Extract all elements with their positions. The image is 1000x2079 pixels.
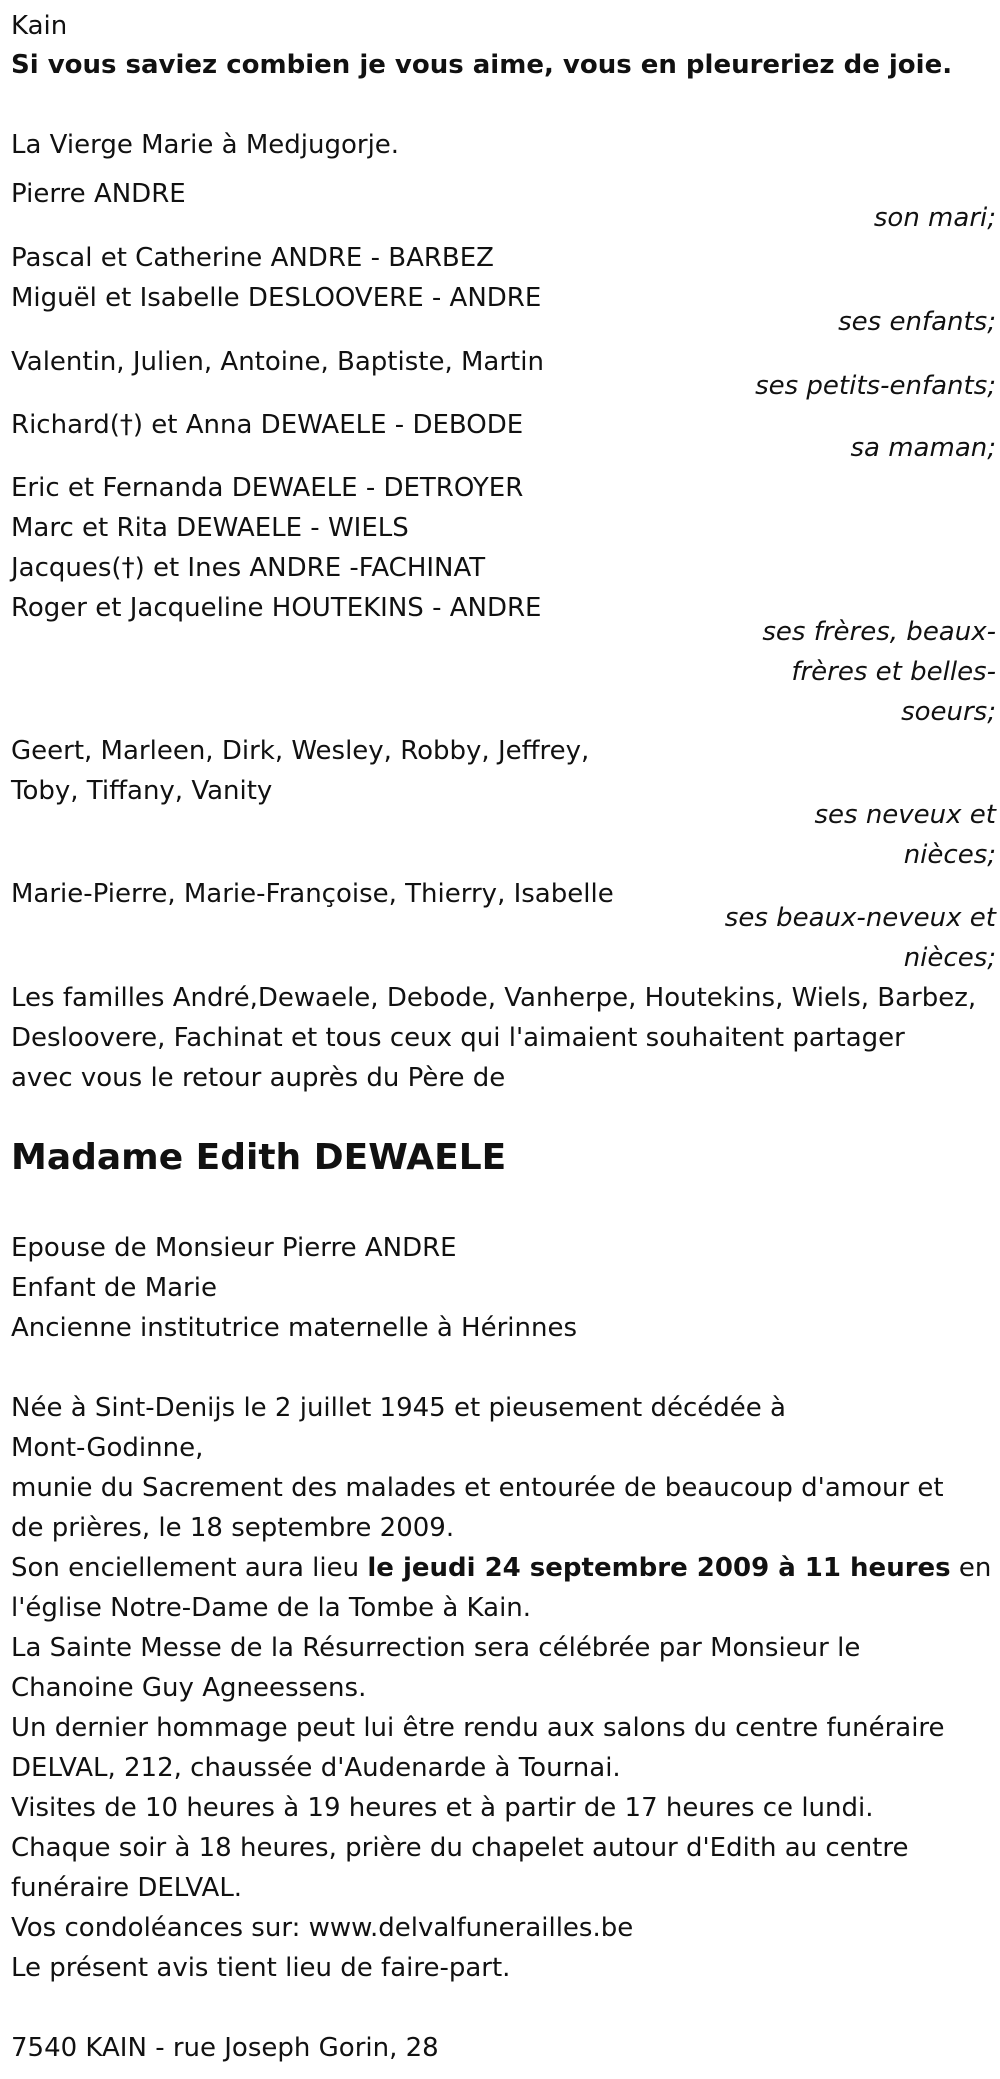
family-name: Marc et Rita DEWAELE - WIELS xyxy=(11,513,409,543)
family-relation: nièces; xyxy=(903,943,996,973)
condolences-line: Vos condoléances sur: www.delvalfunerailles.be xyxy=(11,1913,634,1943)
body-line: Le présent avis tient lieu de faire-part. xyxy=(11,1953,511,1983)
funeral-date: le jeudi 24 septembre 2009 à 11 heures xyxy=(367,1553,951,1583)
family-relation: frères et belles- xyxy=(791,657,996,687)
families-text: Les familles André,Dewaele, Debode, Vanherpe, Houtekins, Wiels, Barbez, xyxy=(11,983,977,1013)
family-relation: sa maman; xyxy=(850,433,996,463)
deceased-detail: Epouse de Monsieur Pierre ANDRE xyxy=(11,1233,457,1263)
quote: Si vous saviez combien je vous aime, vous en pleureriez de joie. xyxy=(11,50,953,80)
dedication: La Vierge Marie à Medjugorje. xyxy=(11,130,400,160)
body-line: Chaque soir à 18 heures, prière du chapelet autour d'Edith au centre xyxy=(11,1833,909,1863)
family-relation: ses frères, beaux- xyxy=(762,617,996,647)
family-relation: soeurs; xyxy=(901,697,996,727)
body-line: munie du Sacrement des malades et entourée de beaucoup d'amour et xyxy=(11,1473,944,1503)
family-name: Geert, Marleen, Dirk, Wesley, Robby, Jeffrey, xyxy=(11,736,590,766)
funeral-line xyxy=(11,1548,991,1588)
family-name: Jacques(†) et Ines ANDRE -FACHINAT xyxy=(11,553,486,583)
family-name: Richard(†) et Anna DEWAELE - DEBODE xyxy=(11,410,524,440)
family-name: Toby, Tiffany, Vanity xyxy=(11,776,273,806)
family-relation: ses neveux et xyxy=(814,800,996,830)
family-name: Roger et Jacqueline HOUTEKINS - ANDRE xyxy=(11,593,542,623)
families-text: avec vous le retour auprès du Père de xyxy=(11,1063,506,1093)
family-name: Miguël et Isabelle DESLOOVERE - ANDRE xyxy=(11,283,542,313)
address: 7540 KAIN - rue Joseph Gorin, 28 xyxy=(11,2033,439,2063)
funeral-text: Son enciellement aura lieu xyxy=(11,1553,368,1583)
family-name: Marie-Pierre, Marie-Françoise, Thierry, Isabelle xyxy=(11,879,614,909)
family-relation: ses beaux-neveux et xyxy=(724,903,996,933)
family-relation: nièces; xyxy=(903,840,996,870)
deceased-name: Madame Edith DEWAELE xyxy=(11,1137,507,1178)
place-label: Kain xyxy=(11,11,68,41)
funeral-text: en xyxy=(950,1553,992,1583)
family-name: Pierre ANDRE xyxy=(11,179,186,209)
deceased-detail: Enfant de Marie xyxy=(11,1273,217,1303)
body-line: Visites de 10 heures à 19 heures et à partir de 17 heures ce lundi. xyxy=(11,1793,874,1823)
body-line: l'église Notre-Dame de la Tombe à Kain. xyxy=(11,1593,532,1623)
body-line: Chanoine Guy Agneessens. xyxy=(11,1673,367,1703)
family-name: Eric et Fernanda DEWAELE - DETROYER xyxy=(11,473,524,503)
body-line: Un dernier hommage peut lui être rendu aux salons du centre funéraire xyxy=(11,1713,945,1743)
families-text: Desloovere, Fachinat et tous ceux qui l'aimaient souhaitent partager xyxy=(11,1023,905,1053)
family-name: Pascal et Catherine ANDRE - BARBEZ xyxy=(11,243,494,273)
body-line: Mont-Godinne, xyxy=(11,1433,204,1463)
family-relation: son mari; xyxy=(873,203,996,233)
deceased-detail: Ancienne institutrice maternelle à Hérinnes xyxy=(11,1313,578,1343)
body-line: de prières, le 18 septembre 2009. xyxy=(11,1513,455,1543)
body-line: DELVAL, 212, chaussée d'Audenarde à Tournai. xyxy=(11,1753,621,1783)
body-line: Née à Sint-Denijs le 2 juillet 1945 et pieusement décédée à xyxy=(11,1393,786,1423)
body-line: funéraire DELVAL. xyxy=(11,1873,243,1903)
family-relation: ses petits-enfants; xyxy=(755,371,996,401)
family-relation: ses enfants; xyxy=(838,307,996,337)
family-name: Valentin, Julien, Antoine, Baptiste, Martin xyxy=(11,347,544,377)
body-line: La Sainte Messe de la Résurrection sera célébrée par Monsieur le xyxy=(11,1633,861,1663)
